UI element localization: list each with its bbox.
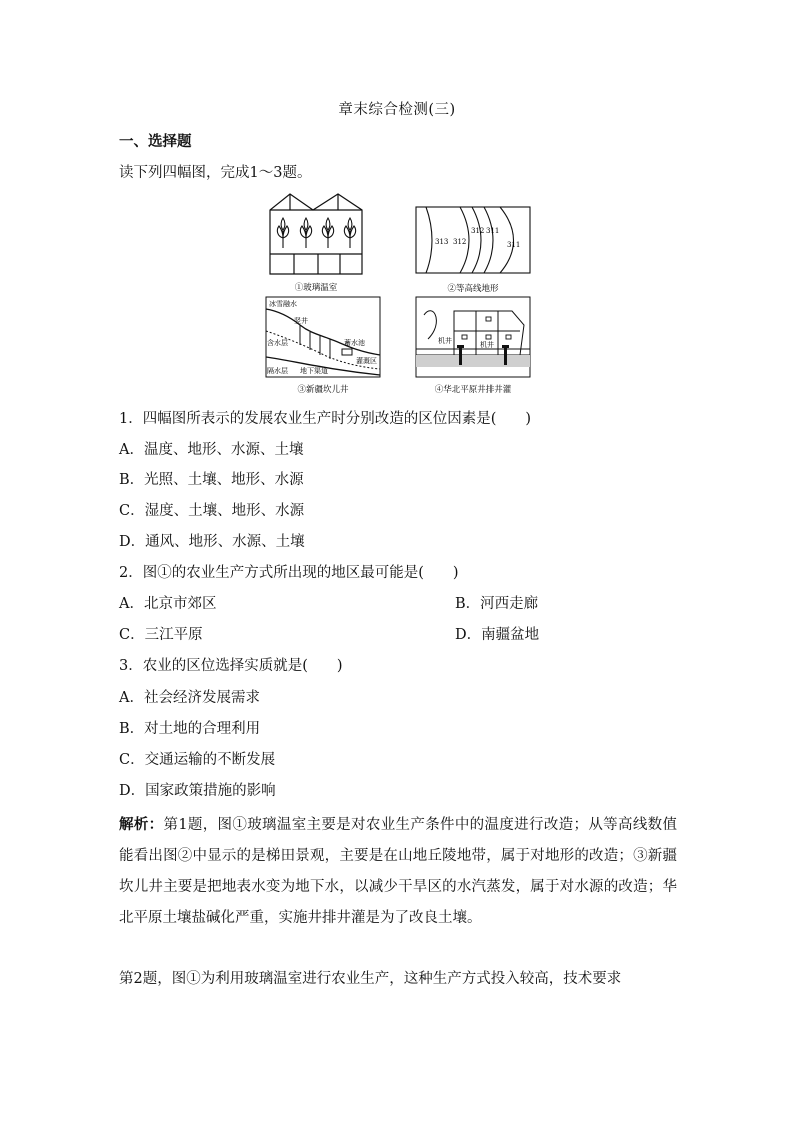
instruction-text: 读下列四幅图，完成1～3题。: [119, 165, 312, 181]
contour-label-313: 313: [435, 238, 449, 246]
caption-fig3: ③新疆坎儿井: [297, 385, 349, 395]
question-3-option-c: C．交通运输的不断发展: [119, 752, 276, 768]
analysis-label: 解析：: [119, 816, 164, 833]
question-2-option-d: D．南疆盆地: [455, 627, 540, 643]
question-1-option-d: D．通风、地形、水源、土壤: [119, 534, 305, 550]
caption-fig4: ④华北平原井排井灌: [434, 385, 512, 395]
figure-greenhouse: [268, 190, 364, 294]
karez-label-reservoir: 蓄水池: [344, 339, 365, 347]
section-heading: 一、选择题: [119, 133, 192, 150]
question-2-option-c: C．三江平原: [119, 627, 203, 643]
figure-well-irrigation: [414, 295, 532, 397]
question-2-option-b: B．河西走廊: [455, 596, 539, 612]
contour-label-312a: 312: [453, 238, 467, 246]
well-label-1: 机井: [438, 337, 452, 345]
figure-contour: [414, 204, 532, 296]
figure-karez: [264, 295, 382, 397]
analysis-paragraph-1: [119, 809, 677, 934]
analysis-paragraph-2: 第2题，图①为利用玻璃温室进行农业生产，这种生产方式投入较高，技术要求: [119, 971, 622, 987]
contour-label-311b: 311: [507, 241, 521, 249]
contour-label-312b: 312: [471, 227, 485, 235]
karez-label-irrigation: 灌溉区: [356, 357, 377, 365]
karez-label-meltwater: 冰雪融水: [269, 300, 297, 308]
well-drawing: [414, 295, 532, 397]
greenhouse-drawing: [268, 190, 364, 294]
question-1-option-c: C．湿度、土壤、地形、水源: [119, 503, 305, 519]
question-2-option-a: A．北京市郊区: [119, 596, 217, 612]
karez-label-aquiclude: 隔水层: [267, 367, 288, 375]
caption-fig2: ②等高线地形: [447, 284, 499, 294]
question-1-option-b: B．光照、土壤、地形、水源: [119, 472, 304, 488]
contour-drawing: [414, 204, 532, 296]
question-3-option-b: B．对土地的合理利用: [119, 721, 261, 737]
caption-fig1: ①玻璃温室: [294, 283, 338, 293]
question-3-stem: 3．农业的区位选择实质就是( ): [119, 658, 343, 674]
question-2-stem: 2．图①的农业生产方式所出现的地区最可能是( ): [119, 565, 459, 581]
analysis-text-1: 第1题，图①玻璃温室主要是对农业生产条件中的温度进行改造；从等高线数值能看出图②中显示的是梯田景观，主要是在山地丘陵地带，属于对地形的改造；③新疆坎儿井主要是把地表水变为地下水，以减少干旱区的水汽蒸发，属于对水源的改造；华北平原土壤盐碱化严重，实施井排井灌是为了改良土壤。: [119, 817, 677, 926]
karez-label-channel: 地下渠道: [300, 367, 328, 375]
contour-label-311a: 311: [486, 227, 500, 235]
question-3-option-a: A．社会经济发展需求: [119, 690, 260, 706]
karez-drawing: [264, 295, 382, 397]
question-3-option-d: D．国家政策措施的影响: [119, 783, 276, 799]
karez-label-shaft: 竖井: [294, 317, 308, 325]
question-1-option-a: A．温度、地形、水源、土壤: [119, 442, 304, 458]
question-1-stem: 1．四幅图所表示的发展农业生产时分别改造的区位因素是( ): [119, 411, 532, 427]
karez-label-aquifer: 含水层: [267, 339, 288, 347]
well-label-2: 机井: [480, 341, 494, 349]
page-title: 章末综合检测(三): [338, 102, 456, 118]
